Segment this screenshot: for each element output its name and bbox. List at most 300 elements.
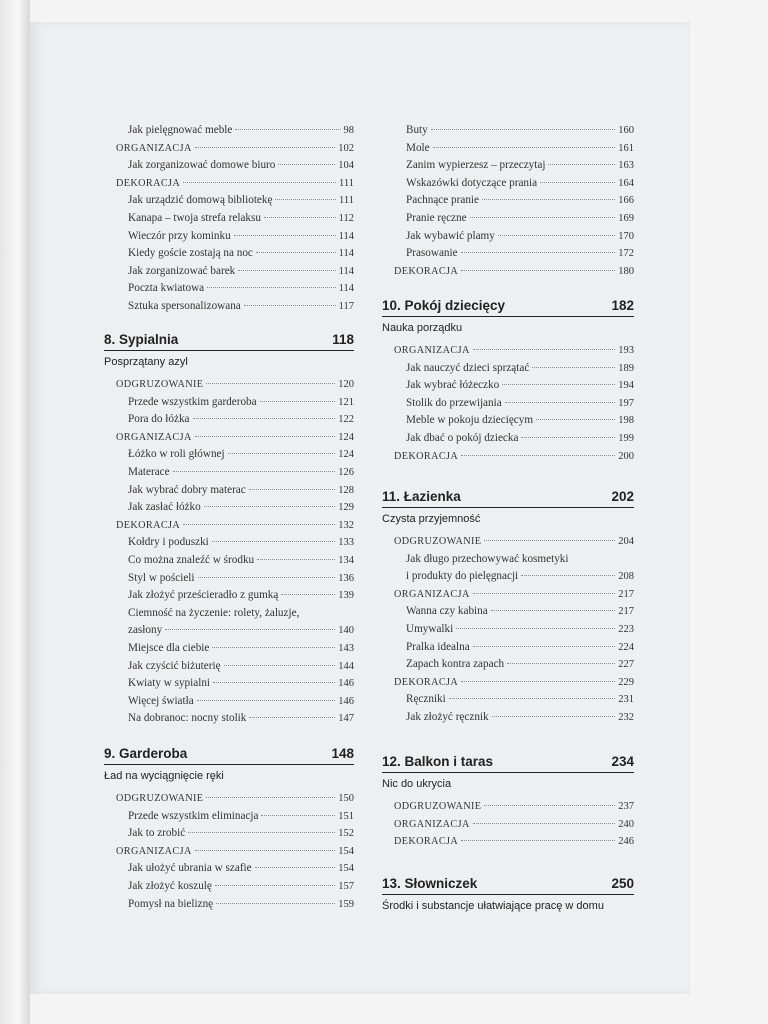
dot-leader: [492, 716, 616, 717]
toc-entry-label: ODGRUZOWANIE: [116, 379, 204, 390]
dot-leader: [244, 305, 336, 306]
chapter-8-page: 118: [332, 332, 354, 347]
toc-entry-row[interactable]: [382, 656, 634, 674]
chapter-13-page: 250: [611, 876, 634, 891]
toc-category-row[interactable]: [382, 342, 634, 360]
toc-category-row[interactable]: [104, 843, 354, 861]
dot-leader: [256, 252, 336, 253]
toc-entry-row[interactable]: [382, 603, 634, 621]
dot-leader: [491, 610, 616, 611]
toc-entry-page-number: 229: [618, 676, 634, 688]
toc-entry-row[interactable]: [382, 175, 634, 193]
dot-leader: [507, 663, 615, 664]
chapter-8-section: [104, 332, 354, 728]
chapter-13-subtitle: Środki i substancje ułatwiające pracę w domu: [382, 900, 604, 912]
toc-entry-page-number: 164: [618, 177, 634, 189]
dot-leader: [255, 867, 336, 868]
toc-entry-row[interactable]: [104, 825, 354, 843]
dot-leader: [249, 717, 335, 718]
toc-entry-page-number: 143: [338, 642, 354, 654]
toc-entry-label: Ręczniki: [406, 693, 446, 706]
toc-entry-page-number: 197: [618, 397, 634, 409]
dot-leader: [502, 384, 615, 385]
toc-category-row[interactable]: [382, 833, 634, 851]
toc-entry-page-number: 163: [618, 160, 634, 172]
toc-entry-label: Jak dbać o pokój dziecka: [406, 431, 519, 444]
dot-leader: [261, 815, 335, 816]
toc-entry-label: Wskazówki dotyczące prania: [406, 176, 538, 189]
toc-category-row[interactable]: [104, 429, 354, 447]
book-left-edge: [0, 0, 30, 1024]
toc-entry-page-number: 146: [338, 695, 354, 707]
chapter-12-heading[interactable]: [382, 754, 634, 773]
toc-category-row[interactable]: [104, 790, 354, 808]
dot-leader: [431, 129, 615, 130]
toc-entry-page-number: 154: [338, 845, 354, 857]
toc-entry-label: Ciemność na życzenie: rolety, żaluzje,: [128, 606, 300, 619]
toc-category-row[interactable]: [382, 448, 634, 466]
dot-leader: [165, 629, 335, 630]
toc-entry-page-number: 128: [338, 484, 354, 496]
toc-entry-page-number: 180: [618, 265, 634, 277]
toc-entry-page-number: 147: [338, 713, 354, 725]
dot-leader: [470, 217, 616, 218]
dot-leader: [188, 832, 335, 833]
dot-leader: [498, 235, 615, 236]
toc-entry-page-number: 224: [618, 641, 634, 653]
chapter-10-entries: [382, 342, 634, 465]
toc-entry-row[interactable]: [382, 122, 634, 140]
chapter-9-subtitle: Ład na wyciągnięcie ręki: [104, 770, 224, 782]
dot-leader: [260, 401, 336, 402]
toc-entry-row[interactable]: [104, 263, 354, 281]
toc-entry-page-number: 189: [618, 362, 634, 374]
toc-entry-label: Buty: [406, 124, 428, 136]
toc-entry-row[interactable]: [104, 464, 354, 482]
dot-leader: [257, 559, 335, 560]
toc-entry-label: Pachnące pranie: [406, 194, 479, 207]
toc-entry-label: Jak długo przechowywać kosmetyki: [406, 552, 569, 565]
toc-entry-row[interactable]: [382, 192, 634, 210]
toc-entry-row[interactable]: [104, 710, 354, 728]
dot-leader: [228, 453, 336, 454]
toc-category-row[interactable]: [104, 140, 354, 158]
toc-entry-label: DEKORACJA: [394, 676, 459, 688]
toc-entry-row[interactable]: [104, 280, 354, 298]
dot-leader: [548, 164, 615, 165]
dot-leader: [461, 252, 616, 253]
toc-entry-page-number: 217: [618, 588, 634, 600]
toc-entry-row[interactable]: [382, 568, 634, 586]
toc-entry-row[interactable]: [382, 245, 634, 263]
toc-entry-label: ORGANIZACJA: [394, 345, 470, 356]
toc-entry-label: Jak pielęgnować meble: [128, 124, 233, 136]
dot-leader: [505, 402, 616, 403]
toc-entry-page-number: 120: [338, 379, 354, 390]
toc-entry-row[interactable]: [382, 210, 634, 228]
toc-entry-page-number: 122: [338, 414, 354, 426]
chapter-11-title: 11. Łazienka: [382, 489, 461, 504]
toc-entry-label: DEKORACJA: [394, 265, 459, 277]
toc-entry-label: DEKORACJA: [116, 519, 181, 531]
toc-entry-page-number: 111: [339, 177, 354, 189]
dot-leader: [235, 129, 340, 130]
toc-entry-page-number: 223: [618, 623, 634, 635]
toc-entry-page-number: 117: [338, 300, 354, 312]
toc-entry-page-number: 217: [618, 606, 634, 618]
toc-entry-label: ORGANIZACJA: [116, 142, 192, 154]
chapter-12-entries: [382, 798, 634, 851]
toc-entry-label: Kwiaty w sypialni: [128, 677, 211, 690]
toc-entry-page-number: 132: [338, 519, 354, 531]
toc-entry-page-number: 227: [618, 659, 634, 671]
toc-left-top-list: [104, 122, 354, 316]
toc-entry-row[interactable]: [104, 394, 354, 412]
toc-entry-label: Jak złożyć prześcieradło z gumką: [128, 589, 279, 602]
chapter-12-section: [382, 754, 634, 851]
toc-entry-page-number: 151: [338, 810, 354, 822]
dot-leader: [521, 437, 615, 438]
dot-leader: [473, 823, 616, 824]
toc-category-row[interactable]: [104, 175, 354, 193]
dot-leader: [278, 164, 335, 165]
toc-entry-page-number: 157: [338, 880, 354, 892]
toc-entry-page-number: 114: [338, 230, 354, 242]
chapter-8-entries: [104, 376, 354, 728]
toc-entry-label: ORGANIZACJA: [116, 431, 192, 443]
dot-leader: [206, 797, 335, 798]
toc-entry-label: Wanna czy kabina: [406, 605, 488, 618]
toc-entry-page-number: 193: [618, 345, 634, 356]
toc-entry-row[interactable]: [104, 878, 354, 896]
dot-leader: [193, 418, 336, 419]
toc-entry-page-number: 140: [338, 625, 354, 637]
dot-leader: [215, 885, 335, 886]
chapter-10-section: [382, 298, 634, 465]
toc-entry-row[interactable]: [104, 860, 354, 878]
dot-leader: [449, 698, 615, 699]
toc-entry-label: Pora do łóżka: [128, 413, 190, 426]
toc-entry-label: Sztuka spersonalizowana: [128, 299, 241, 312]
toc-entry-label: ORGANIZACJA: [394, 588, 470, 600]
toc-entry-page-number: 194: [618, 380, 634, 392]
chapter-11-page: 202: [611, 489, 634, 504]
toc-entry-row[interactable]: [104, 570, 354, 588]
chapter-9-page: 148: [331, 746, 354, 761]
toc-entry-label: Jak urządzić domową bibliotekę: [128, 194, 273, 207]
chapter-10-page: 182: [611, 298, 634, 313]
toc-entry-page-number: 237: [618, 801, 634, 812]
toc-entry-page-number: 208: [618, 571, 634, 583]
toc-entry-page-number: 102: [338, 142, 354, 154]
toc-entry-page-number: 111: [339, 195, 354, 207]
dot-leader: [532, 367, 615, 368]
dot-leader: [484, 540, 615, 541]
toc-entry-label: Kanapa – twoja strefa relaksu: [128, 211, 261, 224]
toc-entry-row[interactable]: [104, 675, 354, 693]
dot-leader: [183, 524, 335, 525]
dot-leader: [540, 182, 615, 183]
toc-entry-row[interactable]: [104, 210, 354, 228]
toc-entry-row[interactable]: [382, 430, 634, 448]
toc-entry-label: Przede wszystkim garderoba: [128, 395, 257, 408]
chapter-12-subtitle: Nic do ukrycia: [382, 778, 452, 790]
toc-entry-page-number: 136: [338, 572, 354, 584]
toc-entry-label: Zanim wypierzesz – przeczytaj: [406, 159, 546, 172]
toc-entry-label: ODGRUZOWANIE: [394, 536, 482, 547]
dot-leader: [433, 147, 616, 148]
toc-entry-row[interactable]: [104, 411, 354, 429]
toc-entry-label: Jak to zrobić: [128, 827, 186, 840]
dot-leader: [195, 147, 336, 148]
toc-entry-row[interactable]: [382, 691, 634, 709]
toc-entry-label: zasłony: [128, 624, 163, 637]
dot-leader: [224, 665, 336, 666]
dot-leader: [456, 628, 615, 629]
chapter-9-title: 9. Garderoba: [104, 746, 188, 761]
toc-entry-label: Meble w pokoju dziecięcym: [406, 414, 534, 427]
toc-entry-row[interactable]: [104, 482, 354, 500]
toc-entry-row[interactable]: [104, 587, 354, 605]
dot-leader: [207, 287, 336, 288]
dot-leader: [473, 593, 616, 594]
dot-leader: [206, 383, 335, 384]
toc-category-row[interactable]: [104, 376, 354, 394]
toc-entry-row[interactable]: [382, 395, 634, 413]
toc-entry-page-number: 114: [338, 283, 354, 295]
toc-entry-row[interactable]: [382, 360, 634, 378]
toc-entry-label: DEKORACJA: [116, 177, 181, 189]
toc-entry-label: Pranie ręczne: [406, 211, 467, 224]
toc-category-row[interactable]: [382, 263, 634, 281]
chapter-8-subtitle: Posprzątany azyl: [104, 356, 188, 368]
toc-entry-row[interactable]: [104, 228, 354, 246]
dot-leader: [461, 681, 615, 682]
dot-leader: [249, 489, 336, 490]
chapter-13-title: 13. Słowniczek: [382, 876, 478, 891]
toc-entry-row[interactable]: [104, 693, 354, 711]
toc-category-row[interactable]: [382, 816, 634, 834]
dot-leader: [473, 646, 616, 647]
toc-entry-page-number: 146: [338, 678, 354, 690]
toc-entry-label: Pomysł na bieliznę: [128, 897, 214, 910]
chapter-11-entries: [382, 533, 634, 727]
toc-entry-page-number: 199: [618, 432, 634, 444]
toc-entry-row[interactable]: [104, 640, 354, 658]
dot-leader: [238, 270, 335, 271]
toc-entry-label: Kiedy goście zostają na noc: [128, 247, 253, 260]
chapter-10-title: 10. Pokój dziecięcy: [382, 298, 506, 313]
dot-leader: [461, 840, 615, 841]
dot-leader: [521, 575, 615, 576]
toc-entry-page-number: 129: [338, 502, 354, 514]
toc-entry-page-number: 114: [338, 248, 354, 260]
toc-entry-page-number: 160: [618, 125, 634, 136]
toc-entry-row[interactable]: [104, 658, 354, 676]
chapter-9-heading[interactable]: [104, 746, 354, 765]
toc-entry-page-number: 134: [338, 554, 354, 566]
toc-entry-label: Jak czyścić biżuterię: [128, 659, 221, 672]
dot-leader: [195, 850, 336, 851]
dot-leader: [461, 270, 615, 271]
toc-entry-row[interactable]: [104, 192, 354, 210]
toc-page: [30, 22, 690, 994]
chapter-13-heading[interactable]: [382, 876, 634, 895]
toc-entry-label: Mole: [406, 141, 430, 154]
toc-entry-label: Jak wybrać dobry materac: [128, 483, 246, 496]
toc-entry-label: DEKORACJA: [394, 450, 459, 462]
toc-entry-row[interactable]: [382, 551, 634, 569]
toc-entry-row[interactable]: [104, 446, 354, 464]
toc-entry-page-number: 159: [338, 898, 354, 910]
toc-entry-label: Umywalki: [406, 622, 454, 635]
toc-category-row[interactable]: [382, 533, 634, 551]
dot-leader: [536, 419, 615, 420]
toc-entry-label: Jak zorganizować barek: [128, 264, 236, 277]
dot-leader: [473, 349, 616, 350]
toc-right-top-list: [382, 122, 634, 280]
toc-category-row[interactable]: [382, 674, 634, 692]
toc-entry-label: Styl w pościeli: [128, 571, 195, 584]
toc-entry-page-number: 133: [338, 537, 354, 549]
toc-entry-row[interactable]: [104, 499, 354, 517]
toc-entry-label: Stolik do przewijania: [406, 396, 502, 409]
toc-category-row[interactable]: [382, 586, 634, 604]
chapter-11-subtitle: Czysta przyjemność: [382, 513, 481, 525]
toc-entry-row[interactable]: [104, 808, 354, 826]
dot-leader: [461, 455, 615, 456]
toc-entry-page-number: 150: [338, 793, 354, 804]
toc-entry-page-number: 152: [338, 828, 354, 840]
toc-entry-label: Jak wybrać łóżeczko: [406, 379, 500, 392]
toc-entry-page-number: 166: [618, 195, 634, 207]
toc-entry-page-number: 200: [618, 450, 634, 462]
dot-leader: [234, 235, 336, 236]
toc-entry-page-number: 112: [338, 212, 354, 224]
toc-entry-page-number: 126: [338, 466, 354, 478]
dot-leader: [183, 182, 336, 183]
toc-entry-label: Jak zasłać łóżko: [128, 501, 201, 514]
toc-entry-label: Pralka idealna: [406, 640, 470, 653]
chapter-11-section: [382, 489, 634, 727]
toc-entry-label: Wieczór przy kominku: [128, 229, 231, 242]
toc-category-row[interactable]: [104, 517, 354, 535]
toc-category-row[interactable]: [382, 798, 634, 816]
chapter-10-heading[interactable]: [382, 298, 634, 317]
chapter-13-section: [382, 876, 634, 920]
dot-leader: [197, 700, 336, 701]
toc-entry-label: Miejsce dla ciebie: [128, 641, 210, 654]
toc-entry-label: DEKORACJA: [394, 836, 459, 848]
toc-entry-label: Przede wszystkim eliminacja: [128, 809, 259, 822]
toc-entry-label: Więcej światła: [128, 694, 194, 707]
chapter-11-heading[interactable]: [382, 489, 634, 508]
toc-entry-label: Łóżko w roli głównej: [128, 448, 225, 461]
toc-entry-row[interactable]: [104, 157, 354, 175]
toc-entry-page-number: 232: [618, 711, 634, 723]
toc-entry-label: Co można znaleźć w środku: [128, 553, 255, 566]
toc-entry-label: Jak zorganizować domowe biuro: [128, 159, 276, 172]
dot-leader: [212, 647, 335, 648]
toc-entry-label: ODGRUZOWANIE: [116, 793, 204, 804]
toc-entry-row[interactable]: [104, 622, 354, 640]
toc-entry-page-number: 161: [618, 142, 634, 154]
toc-entry-row[interactable]: [382, 639, 634, 657]
dot-leader: [275, 199, 336, 200]
chapter-8-title: 8. Sypialnia: [104, 332, 179, 347]
toc-entry-label: Jak złożyć ręcznik: [406, 710, 489, 723]
toc-entry-page-number: 139: [338, 590, 354, 602]
dot-leader: [198, 577, 336, 578]
toc-entry-row[interactable]: [104, 605, 354, 623]
toc-entry-page-number: 170: [618, 230, 634, 242]
chapter-8-heading[interactable]: [104, 332, 354, 351]
toc-entry-label: ORGANIZACJA: [116, 845, 192, 857]
toc-entry-page-number: 169: [618, 212, 634, 224]
chapter-9-entries: [104, 790, 354, 913]
toc-entry-row[interactable]: [382, 709, 634, 727]
toc-entry-row[interactable]: [104, 122, 354, 140]
chapter-10-subtitle: Nauka porządku: [382, 322, 463, 334]
toc-entry-page-number: 154: [338, 863, 354, 875]
toc-entry-label: Na dobranoc: nocny stolik: [128, 712, 247, 725]
toc-entry-page-number: 114: [338, 265, 354, 277]
toc-entry-row[interactable]: [382, 412, 634, 430]
toc-entry-row[interactable]: [382, 228, 634, 246]
toc-entry-row[interactable]: [382, 377, 634, 395]
toc-entry-label: ORGANIZACJA: [394, 818, 470, 830]
toc-entry-row[interactable]: [382, 621, 634, 639]
toc-entry-page-number: 198: [618, 415, 634, 427]
chapter-12-title: 12. Balkon i taras: [382, 754, 494, 769]
toc-entry-label: Jak złożyć koszulę: [128, 879, 212, 892]
toc-entry-label: Jak ułożyć ubrania w szafie: [128, 862, 252, 875]
toc-entry-row[interactable]: [104, 298, 354, 316]
toc-entry-row[interactable]: [382, 157, 634, 175]
toc-entry-page-number: 240: [618, 818, 634, 830]
dot-leader: [213, 682, 335, 683]
toc-entry-page-number: 121: [338, 396, 354, 408]
toc-entry-row[interactable]: [104, 552, 354, 570]
toc-entry-label: Prasowanie: [406, 247, 458, 260]
toc-entry-row[interactable]: [104, 896, 354, 914]
chapter-12-page: 234: [611, 754, 634, 769]
dot-leader: [482, 199, 615, 200]
dot-leader: [195, 436, 336, 437]
dot-leader: [204, 506, 336, 507]
dot-leader: [484, 805, 615, 806]
dot-leader: [212, 541, 335, 542]
toc-entry-page-number: 124: [338, 449, 354, 461]
toc-entry-label: i produkty do pielęgnacji: [406, 570, 519, 583]
dot-leader: [264, 217, 336, 218]
chapter-9-section: [104, 746, 354, 913]
toc-entry-row[interactable]: [104, 534, 354, 552]
toc-entry-label: Zapach kontra zapach: [406, 658, 505, 671]
toc-entry-page-number: 204: [618, 536, 634, 547]
toc-entry-row[interactable]: [382, 140, 634, 158]
toc-entry-label: Materace: [128, 465, 170, 478]
toc-entry-page-number: 246: [618, 836, 634, 848]
dot-leader: [216, 903, 335, 904]
toc-entry-page-number: 104: [338, 160, 354, 172]
toc-entry-row[interactable]: [104, 245, 354, 263]
toc-entry-page-number: 144: [338, 660, 354, 672]
dot-leader: [281, 594, 335, 595]
toc-entry-page-number: 231: [618, 694, 634, 706]
dot-leader: [173, 471, 336, 472]
toc-entry-label: Jak wybawić plamy: [406, 229, 495, 242]
